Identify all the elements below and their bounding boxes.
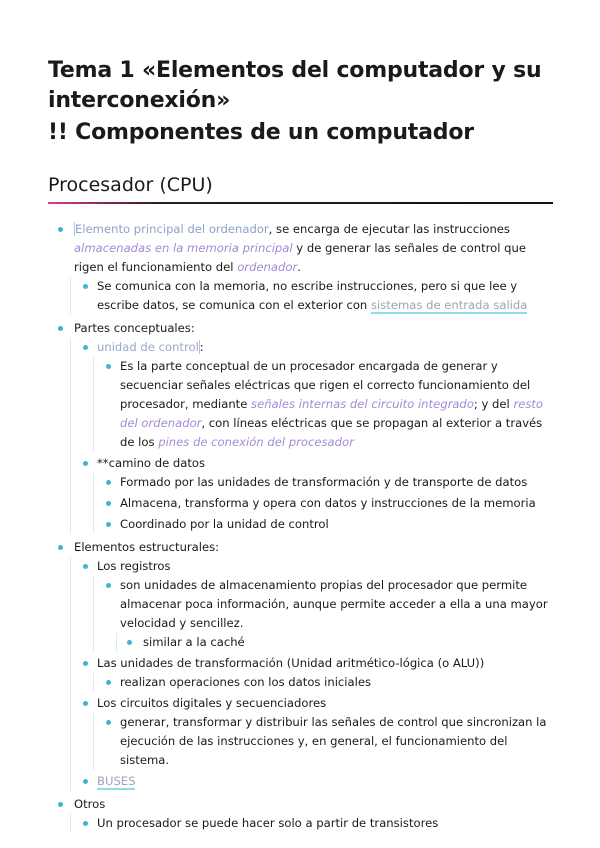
text: generar, transformar y distribuir las señales de control que sincronizan la ejecución de las instrucciones y, en general, el funcionamiento del sistema. [120, 715, 547, 767]
text: . [297, 260, 301, 274]
text: Elementos estructurales: [74, 540, 220, 554]
sub-list [70, 557, 553, 791]
sub-list [70, 814, 553, 833]
text: Se comunica con la memoria, no escribe instrucciones, pero si que lee y escribe datos, se comunica con el exterior con [97, 279, 518, 312]
sub-list [93, 673, 553, 692]
text: Un procesador se puede hacer solo a partir de transistores [97, 816, 439, 830]
text: ; y del [473, 397, 514, 411]
list-item [48, 795, 553, 833]
text: , con líneas eléctricas que se propagan al exterior a través de los [120, 416, 543, 449]
sub-list [93, 576, 553, 652]
doc-title: Tema 1 «Elementos del computador y su interconexión» [48, 58, 542, 113]
text: realizan operaciones con los datos iniciales [120, 675, 372, 689]
sub-list [93, 713, 553, 770]
text: Es la parte conceptual de un procesador encargada de generar y secuenciar señales eléctricas que rigen el correcto funcionamiento del procesador, mediante [120, 359, 531, 411]
link-ordenador[interactable]: ordenador [237, 260, 298, 274]
sub-list [93, 357, 553, 452]
link-memoria-principal[interactable]: almacenadas en la memoria principal [74, 241, 293, 255]
document [48, 56, 553, 833]
list-item [94, 713, 553, 770]
outline-list [48, 220, 553, 833]
list-item [48, 220, 553, 315]
list-item [94, 576, 553, 652]
text: Los registros [97, 559, 171, 573]
list-item [94, 515, 553, 534]
list-item [94, 673, 553, 692]
section-procesador [48, 172, 553, 204]
link-pines-conexion[interactable]: pines de conexión del procesador [158, 435, 354, 449]
sub-list [70, 277, 553, 315]
doc-subtitle: !! Componentes de un computador [48, 120, 474, 145]
text: y de generar las señales de control que rigen el funcionamiento del [74, 241, 526, 274]
text: **camino de datos [97, 456, 206, 470]
list-item [71, 338, 553, 452]
text: similar a la caché [143, 635, 245, 649]
text: Los circuitos digitales y secuenciadores [97, 696, 327, 710]
text: Coordinado por la unidad de control [120, 517, 329, 531]
link-unidad-de-control[interactable]: unidad de control [97, 340, 199, 354]
list-item [71, 557, 553, 652]
list-item [48, 538, 553, 791]
link-resto-ordenador[interactable]: resto del ordenador [120, 397, 544, 430]
list-item [71, 454, 553, 534]
text: Las unidades de transformación (Unidad aritmético-lógica (o ALU)) [97, 656, 485, 670]
list-item [94, 357, 553, 452]
list-item [71, 694, 553, 770]
list-item [94, 473, 553, 492]
list-item [94, 494, 553, 513]
list-item [71, 654, 553, 692]
list-item [117, 633, 553, 652]
sub-list [116, 633, 553, 652]
link-elemento-principal[interactable]: Elemento principal del ordenador [75, 222, 269, 236]
text: Formado por las unidades de transformación y de transporte de datos [120, 475, 528, 489]
list-item [71, 814, 553, 833]
list-item [48, 319, 553, 534]
list-item [71, 277, 553, 315]
link-senales-internas[interactable]: señales internas del circuito integrado [251, 397, 474, 411]
sub-list [93, 473, 553, 534]
text: Otros [74, 797, 106, 811]
sub-list [70, 338, 553, 534]
text: son unidades de almacenamiento propias del procesador que permite almacenar poca información, aunque permite acceder a ella a una mayor velocidad y sencillez. [120, 578, 548, 630]
link-buses[interactable]: BUSES [97, 774, 136, 788]
text: , se encarga de ejecutar las instrucciones [268, 222, 510, 236]
text: : [199, 340, 204, 354]
section-rule [48, 202, 553, 204]
text: Almacena, transforma y opera con datos y instrucciones de la memoria [120, 496, 536, 510]
section-heading: Procesador (CPU) [48, 174, 213, 196]
text: Partes conceptuales: [74, 321, 195, 335]
list-item [71, 772, 553, 791]
link-sistemas-es[interactable]: sistemas de entrada salida [370, 298, 528, 312]
